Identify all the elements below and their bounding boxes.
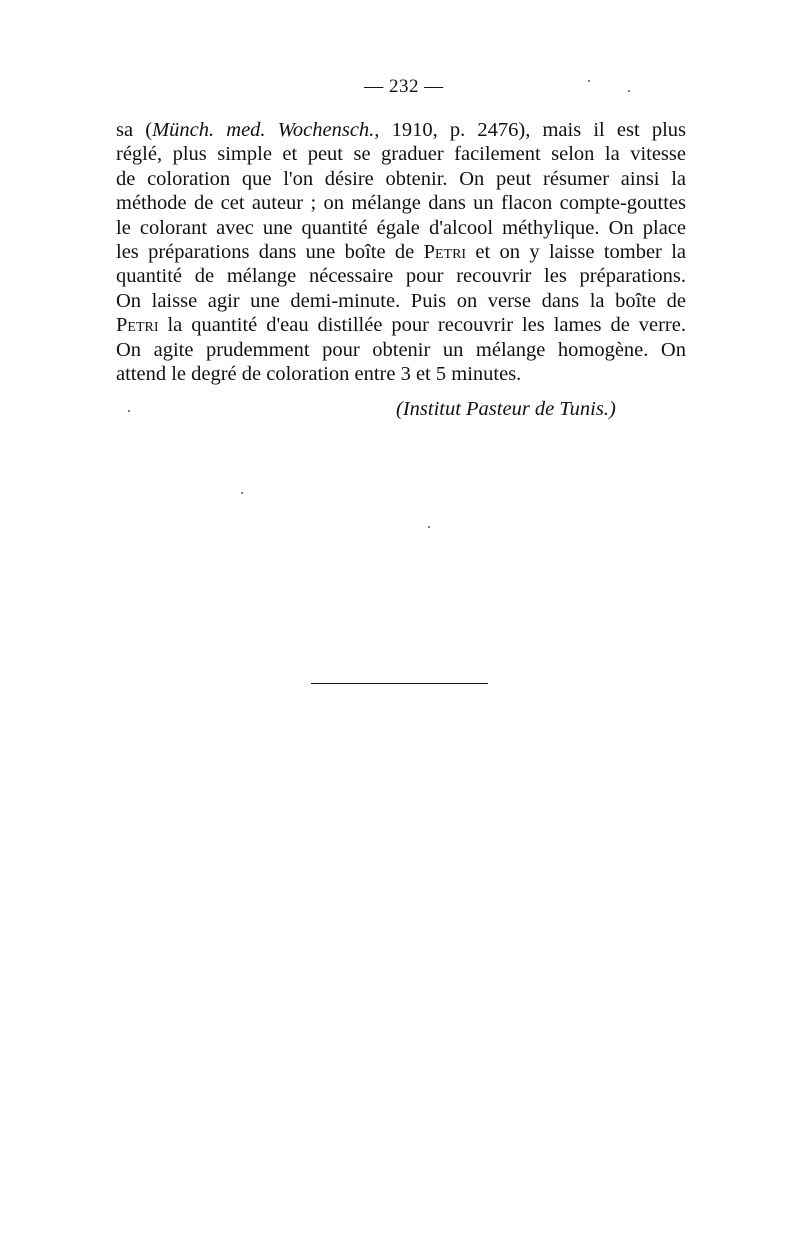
text-line-9-suffix: la quantité d'eau distillée pour recouvrir les lames de verre. (158, 314, 686, 337)
text-line-6-prefix: les préparations dans une boîte de (116, 241, 424, 264)
text-line-2: réglé, plus simple et peut se graduer facilement selon la vitesse (116, 143, 686, 166)
section-divider (311, 683, 488, 684)
text-line-6-suffix: et on y laisse tomber la (466, 241, 687, 264)
journal-citation: Münch. med. Wochensch., (152, 119, 380, 141)
page-number: — 232 — (364, 76, 444, 97)
petri-name: Petri (116, 314, 159, 337)
institution-signature: (Institut Pasteur de Tunis.) (396, 398, 616, 420)
text-line-5: le colorant avec une quantité égale d'alcool méthylique. On place (116, 216, 686, 239)
text-line-1-prefix: sa ( (116, 119, 153, 141)
text-line-10: On agite prudemment pour obtenir un mélange homogène. On (116, 338, 686, 361)
body-paragraph (116, 118, 686, 386)
print-speck (588, 80, 590, 82)
text-line-8: On laisse agir une demi-minute. Puis on verse dans la boîte de (116, 289, 686, 312)
text-line-9 (116, 313, 686, 337)
text-line-7: quantité de mélange nécessaire pour recouvrir les préparations. (116, 265, 686, 288)
text-line-11: attend le degré de coloration entre 3 et 5 minutes. (116, 363, 522, 386)
petri-name: Petri (423, 241, 467, 264)
text-line-1-suffix: 1910, p. 2476), mais il est plus (379, 119, 686, 141)
text-line-4: méthode de cet auteur ; on mélange dans un flacon compte-gouttes (116, 192, 686, 215)
print-speck (628, 90, 630, 92)
text-line-6 (116, 240, 686, 264)
print-speck (428, 526, 430, 528)
print-speck (128, 410, 130, 412)
print-speck (241, 492, 243, 494)
text-line-3: de coloration que l'on désire obtenir. On peut résumer ainsi la (116, 167, 686, 190)
text-line-1 (116, 118, 686, 142)
